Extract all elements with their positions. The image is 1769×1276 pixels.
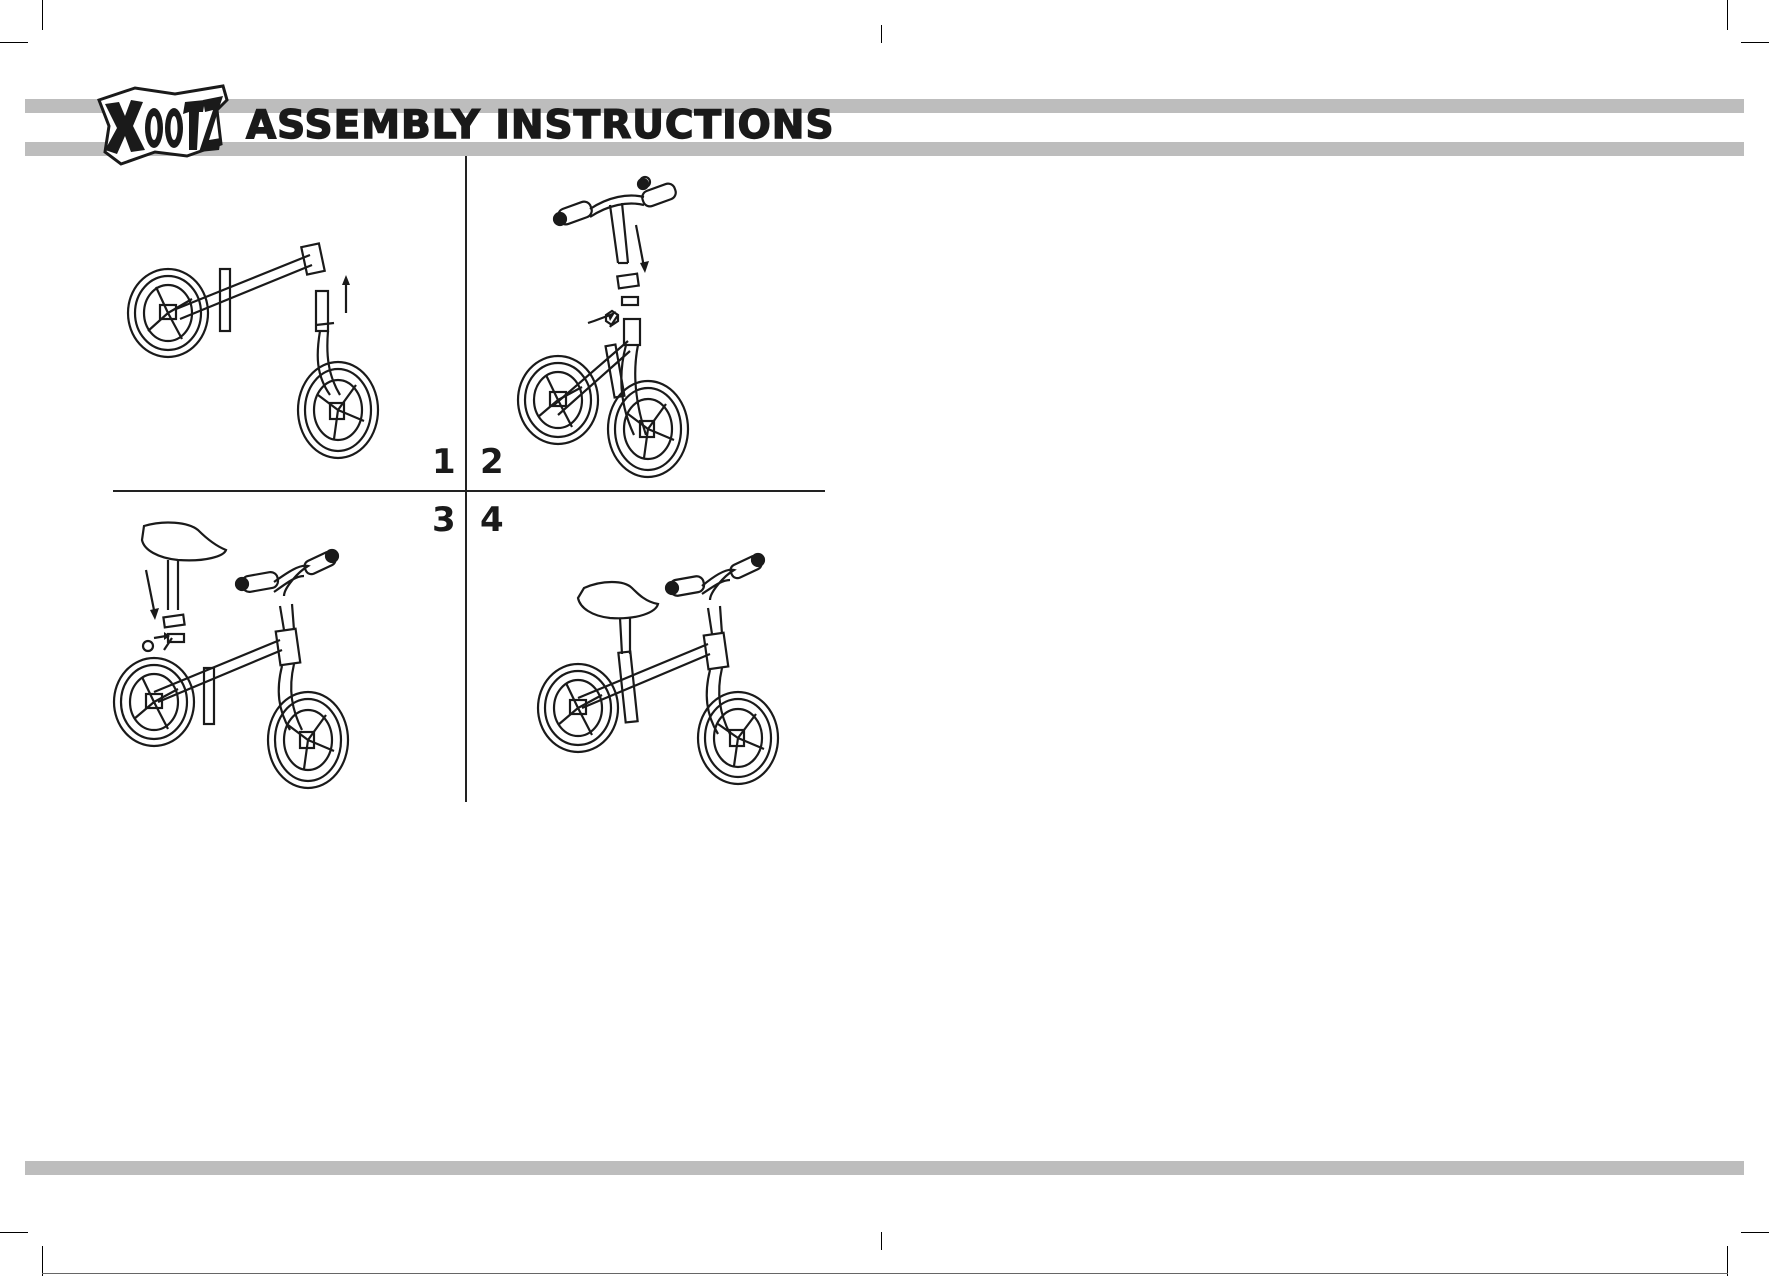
crop-mark-bottom-left-vertical bbox=[42, 1246, 43, 1276]
crop-mark-top-right-horizontal bbox=[1741, 42, 1769, 43]
step-number-3: 3 bbox=[432, 500, 456, 540]
step-4-illustration bbox=[530, 548, 800, 788]
crop-mark-top-right-vertical bbox=[1727, 0, 1728, 30]
step-3-illustration bbox=[108, 520, 408, 785]
page-bottom-rule bbox=[42, 1273, 1728, 1274]
step-1-illustration bbox=[120, 235, 420, 465]
crop-mark-bottom-right-horizontal bbox=[1741, 1232, 1769, 1233]
page-title: ASSEMBLY INSTRUCTIONS bbox=[246, 103, 835, 148]
crop-mark-bottom-center bbox=[881, 1232, 882, 1250]
footer-band bbox=[25, 1161, 1744, 1175]
step-number-2: 2 bbox=[480, 442, 504, 482]
step-divider-horizontal bbox=[113, 490, 825, 492]
step-divider-vertical bbox=[465, 156, 467, 802]
step-2-illustration bbox=[518, 175, 788, 480]
step-number-1: 1 bbox=[432, 442, 456, 482]
crop-mark-top-left-vertical bbox=[42, 0, 43, 30]
crop-mark-top-center bbox=[881, 25, 882, 43]
crop-mark-bottom-right-vertical bbox=[1727, 1246, 1728, 1276]
xootz-logo bbox=[95, 86, 231, 166]
crop-mark-bottom-left-horizontal bbox=[0, 1232, 28, 1233]
step-number-4: 4 bbox=[480, 500, 504, 540]
crop-mark-top-left-horizontal bbox=[0, 42, 28, 43]
